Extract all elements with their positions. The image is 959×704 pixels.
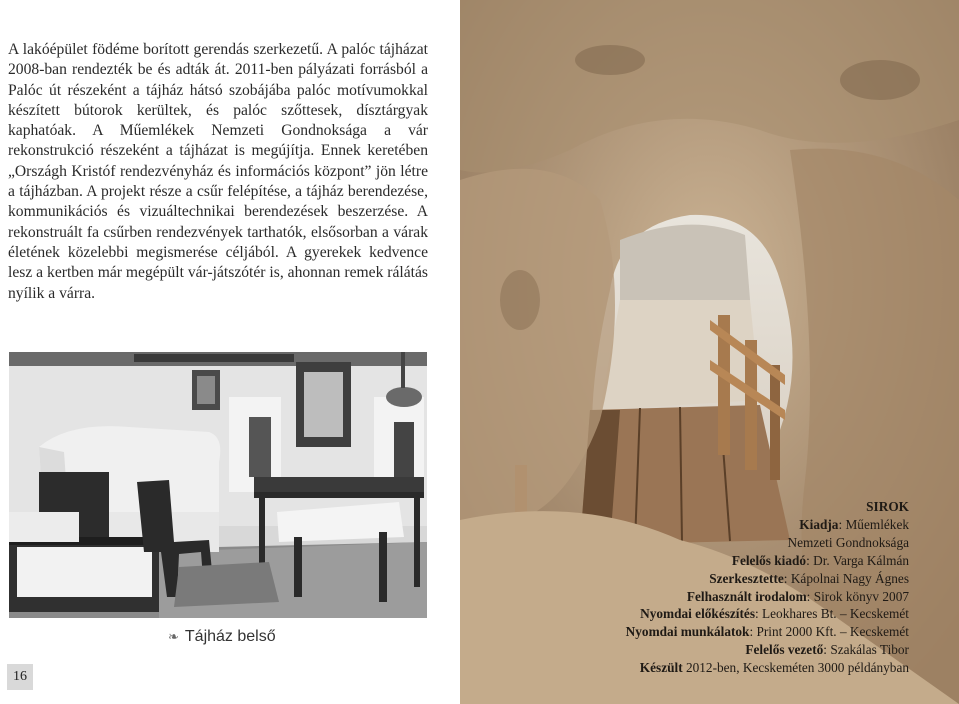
colophon xyxy=(489,498,909,677)
page-number: 16 xyxy=(7,664,33,690)
leaf-ornament-icon: ❧ xyxy=(168,629,179,644)
colophon-line: Nyomdai munkálatok: Print 2000 Kft. – Kecskemét xyxy=(625,624,909,640)
colophon-line: Nyomdai előkészítés: Leokhares Bt. – Kecskemét xyxy=(640,606,909,622)
colophon-line: Szerkesztette: Kápolnai Nagy Ágnes xyxy=(709,570,909,586)
caption-text: Tájház belső xyxy=(184,628,276,645)
colophon-line: Kiadja: Műemlékek xyxy=(799,516,909,532)
colophon-title: SIROK xyxy=(866,499,909,514)
colophon-line: Készült 2012-ben, Kecskeméten 3000 példányban xyxy=(639,660,909,676)
colophon-line: Felhasznált irodalom: Sirok könyv 2007 xyxy=(686,588,909,604)
colophon-line: Felelős vezető: Szakálas Tibor xyxy=(745,642,909,658)
colophon-line: Nemzeti Gondnoksága xyxy=(787,534,909,550)
photo-caption xyxy=(168,628,276,646)
body-paragraph: A lakóépület födéme borított gerendás szerkezetű. A palóc tájházat 2008-ban rendezték be és adták át. 2011-ben pályázati forrásból a Palóc út részeként a tájház hátsó szobájába palóc motívumokkal készített bútorok kerültek, és palóc szőttesek, dísztárgyak kaphatóak. A Műemlékek Nemzeti Gondnoksága a vár rekonstrukció részeként a tájházat is megújítja. Ennek keretében „Országh Kristóf rendezvényház és információs központ” jön létre a tájházban. A projekt része a csűr felépítése, a tájház berendezése, kommunikációs és vizuáltechnikai berendezések beszerzése. A rekonstruált fa csűrben rendezvények tarthatók, elsősorban a várak életének közelebbi megismerése céljából. A gyerekek kedvence lesz a kertben már megépült vár-játszótér is, ahonnan remek rálátás nyílik a várra. xyxy=(8,41,428,302)
colophon-line: Felelős kiadó: Dr. Varga Kálmán xyxy=(731,552,909,568)
body-text xyxy=(8,40,428,304)
interior-photo-illustration xyxy=(9,352,427,618)
interior-photo xyxy=(9,352,427,618)
left-page xyxy=(0,0,460,704)
